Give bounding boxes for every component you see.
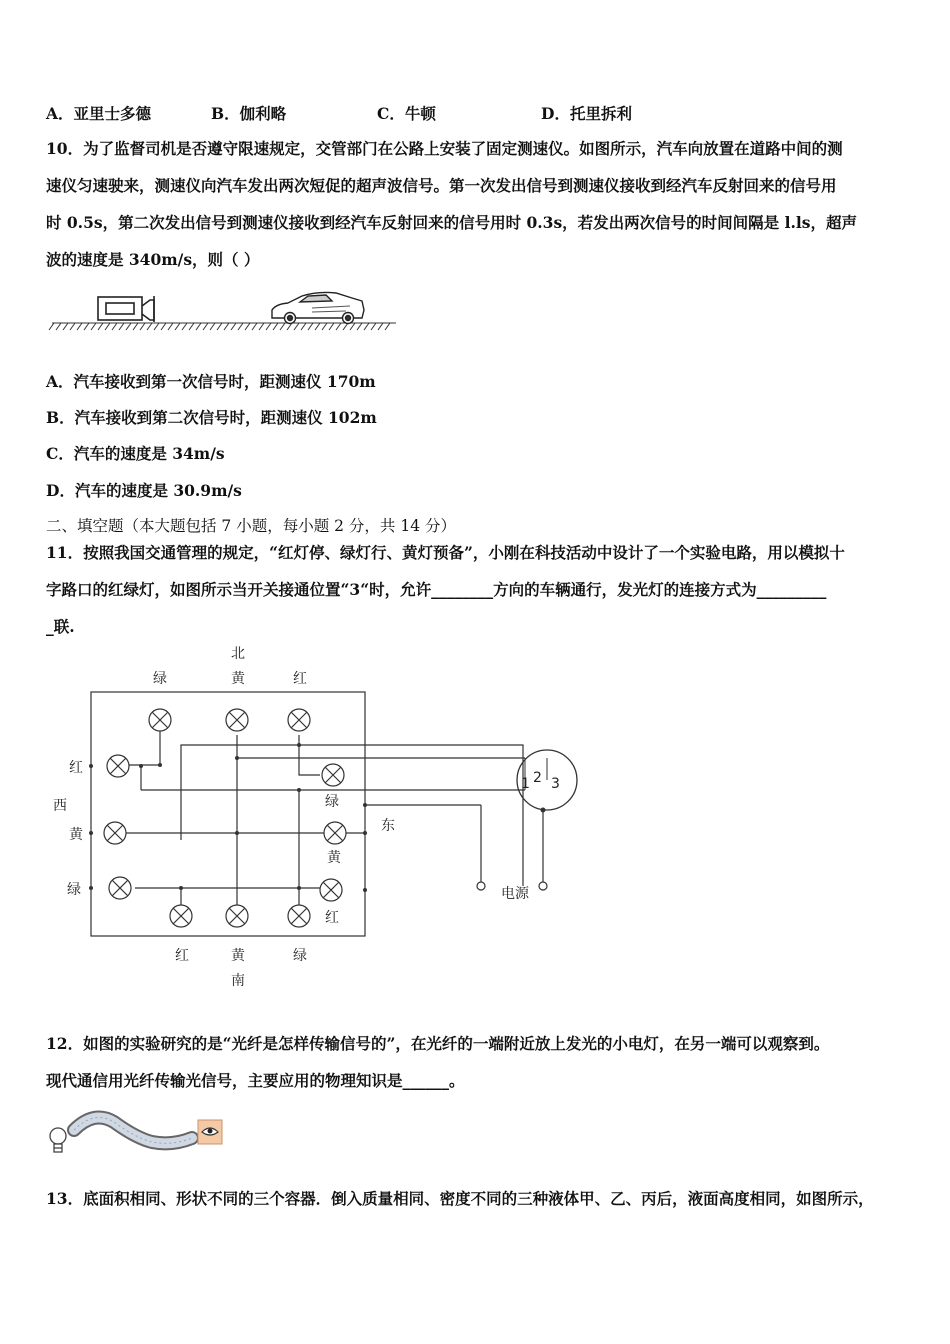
lamp-right-red <box>320 879 342 901</box>
q12-stem-line1: 12．如图的实验研究的是“光纤是怎样传输信号的”，在光纤的一端附近放上发光的小电灯，在另一端可以观察到。 <box>46 1034 830 1053</box>
lamp-bottom-yellow <box>226 905 248 927</box>
label-right-green: 绿 <box>325 794 339 810</box>
lamp-top-yellow <box>226 709 248 731</box>
label-right-red: 红 <box>325 910 339 926</box>
lamps <box>104 709 346 927</box>
eye-icon <box>198 1120 222 1144</box>
q12-stem-line2: 现代通信用光纤传输光信号，主要应用的物理知识是______。 <box>46 1071 465 1090</box>
power-terminal-right <box>539 882 547 890</box>
speed-meter-figure <box>50 284 410 334</box>
q10-option-c: C．汽车的速度是 34m/s <box>46 444 225 463</box>
power-label: 电源 <box>501 886 529 902</box>
optical-fiber-figure <box>44 1104 224 1164</box>
label-left-green: 绿 <box>67 882 81 898</box>
label-south: 南 <box>231 973 245 989</box>
label-west: 西 <box>53 798 67 814</box>
lamp-left-red <box>107 755 129 777</box>
label-top-red: 红 <box>293 671 307 687</box>
power-terminal-left <box>477 882 485 890</box>
lamp-top-red <box>288 709 310 731</box>
q9-option-c: C．牛顿 <box>377 104 436 123</box>
lamp-bottom-green <box>288 905 310 927</box>
speed-meter-device <box>98 296 154 322</box>
q9-option-d: D．托里拆利 <box>541 104 632 123</box>
label-top-green: 绿 <box>153 671 167 687</box>
q10-stem-line2: 速仪匀速驶来，测速仪向汽车发出两次短促的超声波信号。第一次发出信号到测速仪接收到经汽车反射回来的信号用 <box>46 176 837 195</box>
q10-stem-line4: 波的速度是 340m/s，则（ ） <box>46 250 260 269</box>
label-right-yellow: 黄 <box>327 850 341 866</box>
lamp-right-yellow <box>324 822 346 844</box>
switch-contact-1: 1 <box>521 776 530 792</box>
switch-contact-2: 2 <box>533 770 542 786</box>
q10-option-a: A．汽车接收到第一次信号时，距测速仪 170m <box>46 372 376 391</box>
label-left-red: 红 <box>69 760 83 776</box>
rotary-switch <box>517 750 577 813</box>
ground-hatching <box>49 323 396 330</box>
q10-option-b: B．汽车接收到第二次信号时，距测速仪 102m <box>46 408 377 427</box>
q11-stem-line3: _联. <box>46 617 75 636</box>
label-bottom-green: 绿 <box>293 948 307 964</box>
q11-stem-line2: 字路口的红绿灯，如图所示当开关接通位置“3“时，允许________方向的车辆通行，发光灯的连接方式为_________ <box>46 580 827 599</box>
lamp-right-green <box>322 764 344 786</box>
label-bottom-red: 红 <box>175 948 189 964</box>
label-east: 东 <box>381 818 395 834</box>
q10-option-d: D．汽车的速度是 30.9m/s <box>46 481 242 500</box>
lamp-left-green <box>109 877 131 899</box>
q11-stem-line1: 11．按照我国交通管理的规定，“红灯停、绿灯行、黄灯预备”，小刚在科技活动中设计了一个实验电路，用以模拟十 <box>46 543 845 562</box>
switch-contact-3: 3 <box>551 776 560 792</box>
section-heading-fill-in: 二、填空题（本大题包括 7 小题，每小题 2 分，共 14 分） <box>46 517 457 535</box>
light-bulb-icon <box>50 1128 66 1152</box>
q9-option-a: A．亚里士多德 <box>46 104 152 123</box>
car <box>272 292 364 323</box>
label-north: 北 <box>231 646 245 662</box>
label-bottom-yellow: 黄 <box>231 948 245 964</box>
traffic-light-circuit <box>45 640 605 990</box>
q10-stem-line1: 10．为了监督司机是否遵守限速规定，交管部门在公路上安装了固定测速仪。如图所示，汽车向放置在道路中间的测 <box>46 139 843 158</box>
q13-stem-line1: 13．底面积相同、形状不同的三个容器．倒入质量相同、密度不同的三种液体甲、乙、丙后，液面高度相同，如图所示， <box>46 1189 874 1208</box>
lamp-bottom-red <box>170 905 192 927</box>
label-left-yellow: 黄 <box>69 827 83 843</box>
q9-option-b: B．伽利略 <box>211 104 287 123</box>
label-top-yellow: 黄 <box>231 671 245 687</box>
lamp-top-green <box>149 709 171 731</box>
optical-fiber-tube <box>74 1118 192 1144</box>
lamp-left-yellow <box>104 822 126 844</box>
q10-stem-line3: 时 0.5s，第二次发出信号到测速仪接收到经汽车反射回来的信号用时 0.3s，若发出两次信号的时间间隔是 l.ls，超声 <box>46 213 857 232</box>
